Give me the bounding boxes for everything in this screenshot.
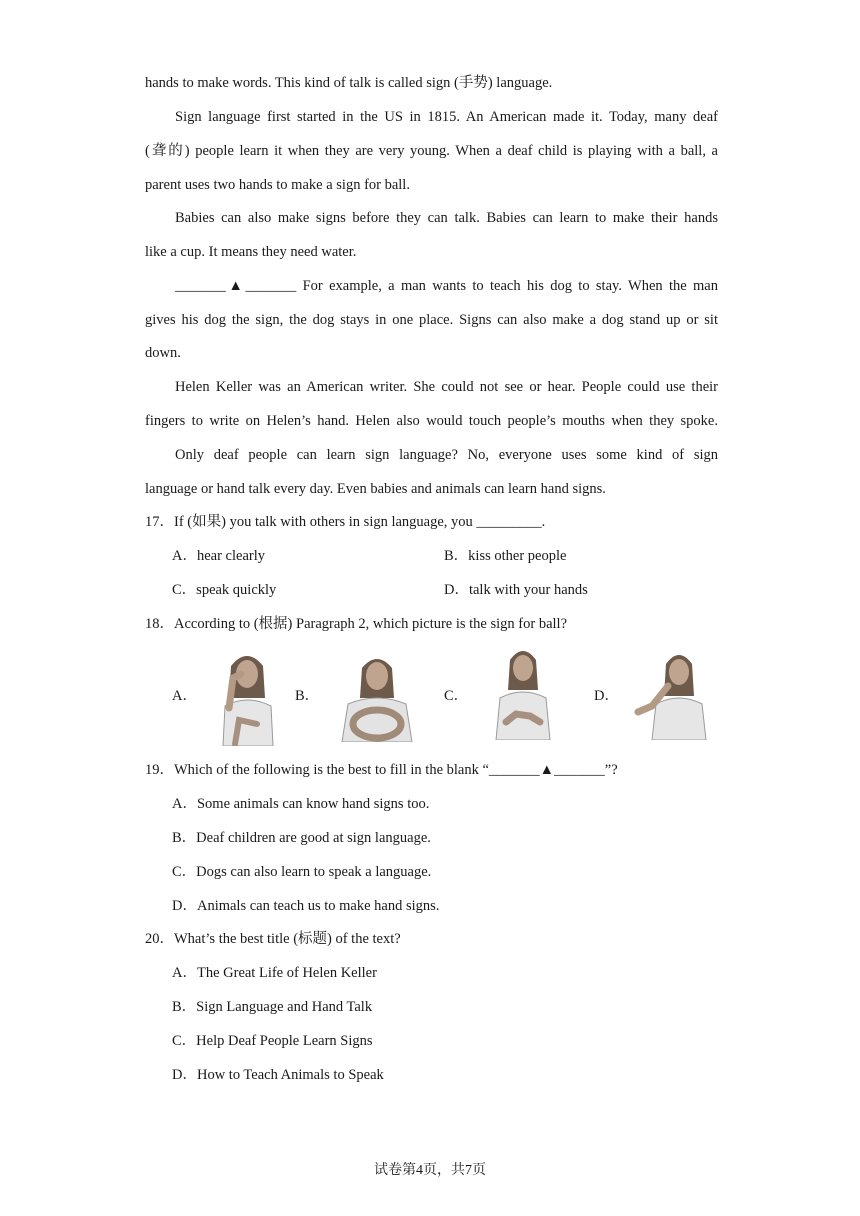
q18-option-c[interactable]: C．	[444, 688, 469, 704]
q19-option-d[interactable]: D．Animals can teach us to make hand signs.	[172, 898, 440, 914]
passage-line: _______▲_______ For example, a man wants to teach his dog to stay. When the man	[175, 278, 718, 294]
page-footer: 试卷第4页，共7页	[374, 1163, 486, 1178]
question-19-stem: 19．Which of the following is the best to fill in the blank “_______▲_______”?	[145, 762, 618, 778]
q18-option-d[interactable]: D．	[594, 688, 619, 704]
q17-option-c[interactable]: C．speak quickly	[172, 582, 277, 598]
passage-line: (聋的) people learn it when they are very young. When a deaf child is playing with a ball, a	[145, 143, 718, 159]
girl-sign-photo-d	[634, 648, 708, 740]
question-17-stem: 17．If (如果) you talk with others in sign language, you _________.	[145, 514, 546, 530]
girl-sign-photo-c	[492, 644, 554, 740]
q17-option-a[interactable]: A．hear clearly	[172, 548, 265, 564]
girl-sign-photo-b	[338, 652, 416, 742]
passage-line: Only deaf people can learn sign language? No, everyone uses some kind of sign	[175, 447, 718, 463]
q19-option-b[interactable]: B．Deaf children are good at sign language.	[172, 830, 431, 846]
q17-option-d[interactable]: D．talk with your hands	[444, 582, 588, 598]
q20-option-d[interactable]: D．How to Teach Animals to Speak	[172, 1067, 384, 1083]
passage-line: Babies can also make signs before they can talk. Babies can learn to make their hands	[175, 210, 718, 226]
girl-sign-photo-a	[213, 648, 281, 746]
question-18-stem: 18．According to (根据) Paragraph 2, which picture is the sign for ball?	[145, 616, 568, 632]
passage-line: language or hand talk every day. Even babies and animals can learn hand signs.	[145, 481, 606, 497]
passage-line: fingers to write on Helen’s hand. Helen also would touch people’s mouths when they spoke.	[145, 413, 718, 429]
q20-option-a[interactable]: A．The Great Life of Helen Keller	[172, 965, 377, 981]
passage-line: like a cup. It means they need water.	[145, 244, 357, 260]
q20-option-c[interactable]: C．Help Deaf People Learn Signs	[172, 1033, 373, 1049]
passage-line: down.	[145, 345, 181, 361]
passage-line: hands to make words. This kind of talk is called sign (手势) language.	[145, 75, 553, 91]
passage-line: parent uses two hands to make a sign for ball.	[145, 177, 410, 193]
passage-line: Helen Keller was an American writer. She could not see or hear. People could use their	[175, 379, 718, 395]
q18-option-b[interactable]: B．	[295, 688, 320, 704]
q19-option-a[interactable]: A．Some animals can know hand signs too.	[172, 796, 430, 812]
q18-option-a[interactable]: A．	[172, 688, 197, 704]
q17-option-b[interactable]: B．kiss other people	[444, 548, 567, 564]
passage-line: Sign language first started in the US in 1815. An American made it. Today, many deaf	[175, 109, 718, 125]
passage-line: gives his dog the sign, the dog stays in one place. Signs can also make a dog stand up or sit	[145, 312, 718, 328]
q19-option-c[interactable]: C．Dogs can also learn to speak a language.	[172, 864, 432, 880]
q20-option-b[interactable]: B．Sign Language and Hand Talk	[172, 999, 373, 1015]
question-20-stem: 20．What’s the best title (标题) of the text?	[145, 931, 401, 947]
